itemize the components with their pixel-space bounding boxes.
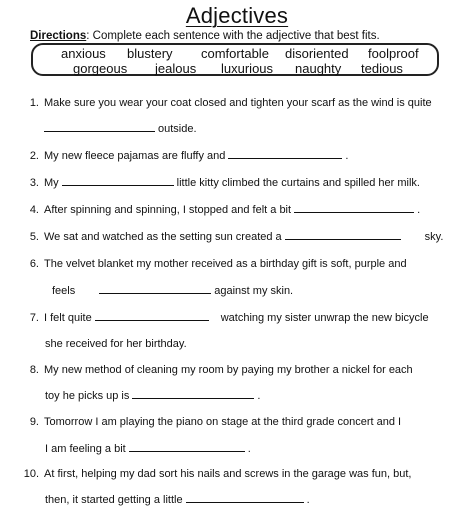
question-text: . bbox=[306, 494, 310, 506]
question-text: . bbox=[345, 150, 349, 162]
word-bank bbox=[31, 43, 439, 76]
answer-blank[interactable] bbox=[129, 450, 245, 452]
question-text: outside. bbox=[158, 123, 197, 135]
directions-text: : Complete each sentence with the adjective that best fits. bbox=[86, 30, 380, 42]
question-text: feels bbox=[52, 285, 76, 297]
question-number: 3. bbox=[29, 177, 39, 189]
question-text: Tomorrow I am playing the piano on stage at the third grade concert and I bbox=[44, 416, 402, 428]
question-number: 1. bbox=[29, 97, 39, 109]
word-bank-word: naughty bbox=[295, 61, 342, 76]
question-number: 7. bbox=[29, 312, 39, 324]
answer-blank[interactable] bbox=[44, 130, 155, 132]
question-text: My new method of cleaning my room by paying my brother a nickel for each bbox=[44, 364, 413, 376]
question-text: We sat and watched as the setting sun created a bbox=[44, 231, 282, 243]
question-text: My bbox=[44, 177, 59, 189]
word-bank-word: jealous bbox=[155, 61, 197, 76]
question-text: sky. bbox=[424, 231, 444, 243]
question-text: against my skin. bbox=[214, 285, 294, 297]
question-number: 6. bbox=[29, 258, 39, 270]
answer-blank[interactable] bbox=[99, 292, 211, 294]
answer-blank[interactable] bbox=[285, 238, 401, 240]
question-text: . bbox=[247, 443, 251, 455]
question-text: My new fleece pajamas are fluffy and bbox=[44, 150, 226, 162]
question-text: After spinning and spinning, I stopped and felt a bit bbox=[44, 204, 292, 216]
word-bank-word: luxurious bbox=[221, 61, 274, 76]
question-number: 2. bbox=[29, 150, 39, 162]
answer-blank[interactable] bbox=[62, 184, 174, 186]
word-bank-word: foolproof bbox=[368, 46, 419, 61]
answer-blank[interactable] bbox=[95, 319, 209, 321]
question-number: 8. bbox=[29, 364, 39, 376]
question-text: she received for her birthday. bbox=[45, 338, 187, 350]
word-bank-word: gorgeous bbox=[73, 61, 128, 76]
question-number: 9. bbox=[29, 416, 39, 428]
question-text: then, it started getting a little bbox=[45, 494, 183, 506]
directions bbox=[30, 30, 380, 42]
question-number: 5. bbox=[29, 231, 39, 243]
question-text: toy he picks up is bbox=[45, 390, 130, 402]
question-text: little kitty climbed the curtains and spilled her milk. bbox=[176, 177, 420, 189]
question-text: Make sure you wear your coat closed and tighten your scarf as the wind is quite bbox=[44, 97, 432, 109]
question-text: . bbox=[417, 204, 421, 216]
word-bank-word: blustery bbox=[127, 46, 173, 61]
question-text: I am feeling a bit bbox=[45, 443, 126, 455]
word-bank-word: comfortable bbox=[201, 46, 269, 61]
answer-blank[interactable] bbox=[186, 501, 304, 503]
word-bank-word: anxious bbox=[61, 46, 106, 61]
question-text: . bbox=[257, 390, 261, 402]
question-number: 10. bbox=[23, 468, 39, 480]
answer-blank[interactable] bbox=[228, 157, 342, 159]
question-text: watching my sister unwrap the new bicycle bbox=[220, 312, 429, 324]
word-bank-word: tedious bbox=[361, 61, 403, 76]
directions-label: Directions bbox=[30, 30, 87, 42]
answer-blank[interactable] bbox=[132, 397, 254, 399]
question-text: At first, helping my dad sort his nails and screws in the garage was fun, but, bbox=[44, 468, 412, 480]
answer-blank[interactable] bbox=[294, 211, 414, 213]
question-text: The velvet blanket my mother received as a birthday gift is soft, purple and bbox=[44, 258, 407, 270]
question-number: 4. bbox=[29, 204, 39, 216]
worksheet-title: Adjectives bbox=[185, 3, 289, 28]
question-text: I felt quite bbox=[44, 312, 92, 324]
word-bank-word: disoriented bbox=[285, 46, 349, 61]
